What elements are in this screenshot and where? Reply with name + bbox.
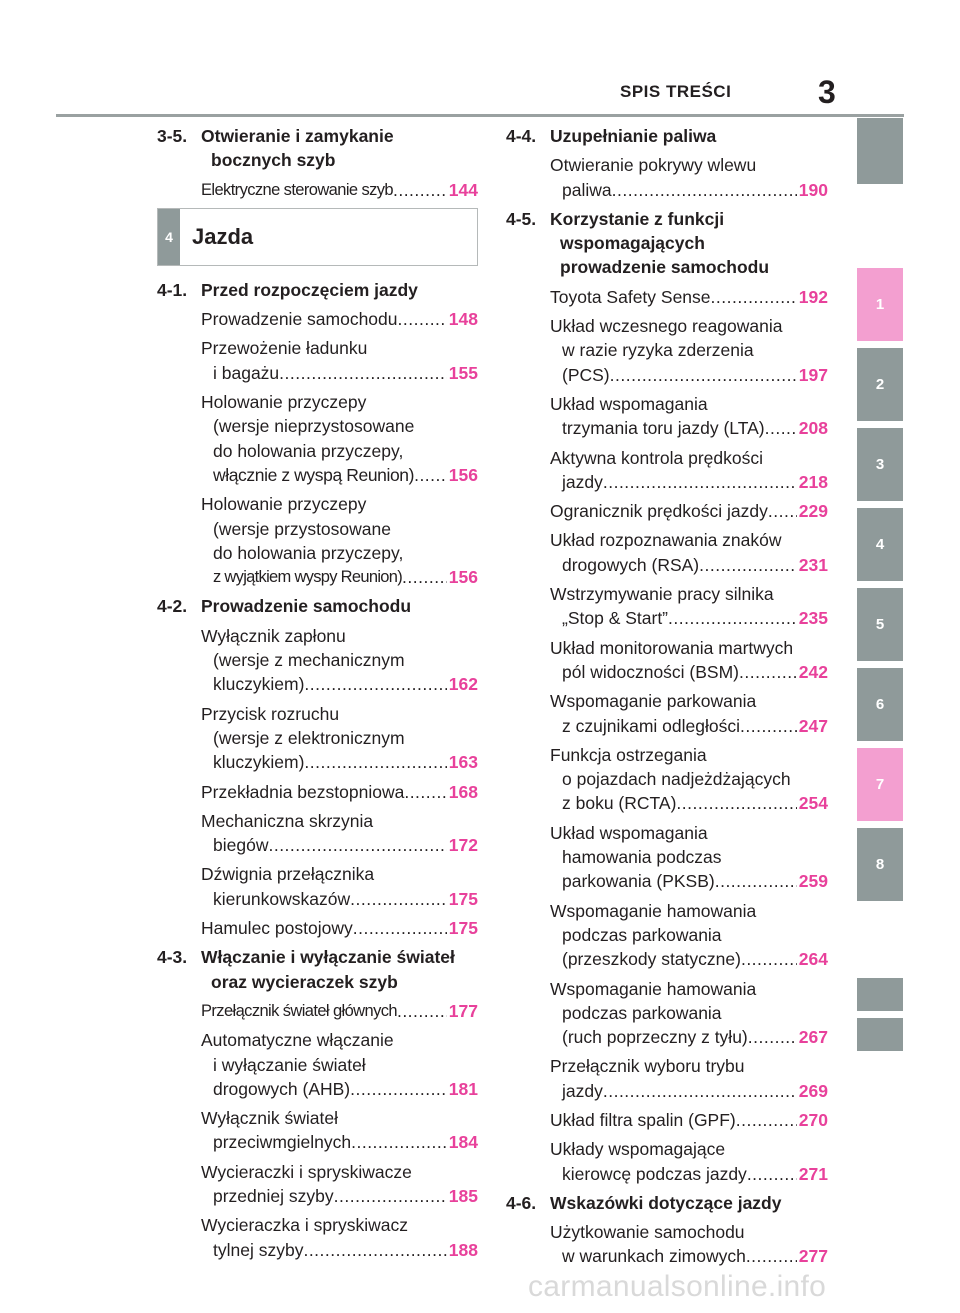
section-number: 3-5.	[157, 126, 188, 146]
side-tab-2[interactable]: 2	[857, 348, 903, 421]
side-tab-5[interactable]: 5	[857, 588, 903, 661]
section-4-6: 4-6. Wskazówki dotyczące jazdy	[506, 1192, 782, 1213]
page-number: 3	[818, 74, 836, 110]
section-4-4: 4-4. Uzupełnianie paliwa	[506, 126, 717, 146]
toc-entry[interactable]: Przełącznik wyboru trybu jazdy ..... 269	[550, 1054, 828, 1103]
toc-entry[interactable]: Układ rozpoznawania znaków drogowych (RSA) ..... 231	[550, 528, 828, 577]
page-ref[interactable]: 155	[448, 362, 478, 383]
toc-entry[interactable]: Toyota Safety Sense ..... 192	[550, 285, 828, 309]
page-ref[interactable]: 270	[798, 1109, 828, 1130]
toc-entry[interactable]: Układ wczesnego reagowania w razie ryzyka zderzenia (PCS) ..... 197	[550, 314, 828, 387]
section-4-2: 4-2. Prowadzenie samochodu	[157, 596, 412, 617]
page-ref[interactable]: 144	[448, 179, 478, 200]
chapter-number-tab: 4	[158, 209, 180, 265]
toc-entry[interactable]: Prowadzenie samochodu ..... 148	[201, 307, 478, 331]
section-4-5: 4-5. Korzystanie z funkcji wspomagających prowadzenie samochodu	[506, 208, 770, 278]
chapter-title: Jazda	[192, 223, 254, 249]
page-ref[interactable]: 148	[448, 309, 478, 330]
toc-entry[interactable]: Układy wspomagające kierowcę podczas jazdy ..... 271	[550, 1137, 828, 1186]
toc-entry[interactable]: Użytkowanie samochodu w warunkach zimowych ..... 277	[550, 1220, 828, 1269]
page-ref[interactable]: 235	[798, 608, 828, 629]
page-ref[interactable]: 271	[798, 1163, 828, 1184]
page-ref[interactable]: 175	[448, 888, 478, 909]
toc-entry[interactable]: Wyłącznik zapłonu (wersje z mechanicznym kluczykiem) ..... 162	[201, 624, 478, 697]
chapter-heading	[157, 208, 478, 266]
page-ref[interactable]: 172	[448, 835, 478, 856]
page-ref[interactable]: 168	[448, 781, 478, 802]
toc-entry[interactable]: Wycieraczka i spryskiwacz tylnej szyby ..... 188	[201, 1213, 478, 1262]
toc-entry[interactable]: Otwieranie pokrywy wlewu paliwa ..... 190	[550, 153, 828, 202]
toc-entry[interactable]: Holowanie przyczepy (wersje przystosowane do holowania przyczepy, z wyjątkiem wyspy Reunion) ..... 156	[201, 492, 478, 589]
section-4-1: 4-1. Przed rozpoczęciem jazdy	[157, 279, 418, 300]
page-ref[interactable]: 231	[798, 554, 828, 575]
page-ref[interactable]: 163	[448, 752, 478, 773]
page-ref[interactable]: 190	[798, 179, 828, 200]
side-tab-6[interactable]: 6	[857, 668, 903, 741]
page-ref[interactable]: 242	[798, 661, 828, 682]
toc-entry[interactable]: Układ wspomagania trzymania toru jazdy (LTA) ..... 208	[550, 392, 828, 441]
toc-entry[interactable]: Aktywna kontrola prędkości jazdy ..... 218	[550, 446, 828, 495]
toc-entry[interactable]: Dźwignia przełącznika kierunkowskazów ..... 175	[201, 862, 478, 911]
watermark: carmanualsonline.info	[528, 1270, 827, 1303]
toc-entry[interactable]: Wycieraczki i spryskiwacze przedniej szyby ..... 185	[201, 1160, 478, 1209]
page-ref[interactable]: 269	[798, 1080, 828, 1101]
toc-entry[interactable]: Holowanie przyczepy (wersje nieprzystosowane do holowania przyczepy, włącznie z wyspą Reunion) ..... 156	[201, 390, 478, 487]
toc-entry[interactable]: Wspomaganie parkowania z czujnikami odległości ..... 247	[550, 689, 828, 738]
page-ref[interactable]: 218	[798, 471, 828, 492]
toc-entry[interactable]: Przewożenie ładunku i bagażu ..... 155	[201, 336, 478, 385]
page-ref[interactable]: 188	[448, 1239, 478, 1260]
toc-entry[interactable]: Elektryczne sterowanie szyb ..... 144	[201, 178, 478, 202]
page-ref[interactable]: 247	[798, 715, 828, 736]
side-tab-index-b[interactable]	[857, 1018, 903, 1051]
page-ref[interactable]: 192	[798, 286, 828, 307]
page-ref[interactable]: 177	[448, 1000, 478, 1021]
page-header-title: SPIS TREŚCI	[620, 82, 732, 101]
page-ref[interactable]: 259	[798, 871, 828, 892]
page-ref[interactable]: 184	[448, 1132, 478, 1153]
page-ref[interactable]: 175	[448, 918, 478, 939]
side-tab-1[interactable]: 1	[857, 268, 903, 341]
toc-entry[interactable]: Układ filtra spalin (GPF) ..... 270	[550, 1108, 828, 1132]
toc-entry[interactable]: Funkcja ostrzegania o pojazdach nadjeżdżających z boku (RCTA) ..... 254	[550, 743, 828, 816]
side-tab-blank	[857, 118, 903, 184]
page-ref[interactable]: 156	[448, 567, 478, 588]
toc-entry[interactable]: Ogranicznik prędkości jazdy ..... 229	[550, 499, 828, 523]
toc-entry[interactable]: Wyłącznik świateł przeciwmgielnych ..... 184	[201, 1106, 478, 1155]
toc-right-column	[506, 124, 828, 1274]
toc-entry[interactable]: Wspomaganie hamowania podczas parkowania (przeszkody statyczne) ..... 264	[550, 899, 828, 972]
toc-entry[interactable]: Przekładnia bezstopniowa ..... 168	[201, 780, 478, 804]
page-ref[interactable]: 197	[798, 364, 828, 385]
toc-left-column	[157, 124, 478, 1267]
page-ref[interactable]: 254	[798, 793, 828, 814]
page-ref[interactable]: 267	[798, 1027, 828, 1048]
page-ref[interactable]: 229	[798, 501, 828, 522]
toc-entry[interactable]: Wstrzymywanie pracy silnika „Stop & Start” ..... 235	[550, 582, 828, 631]
section-4-3: 4-3. Włączanie i wyłączanie świateł oraz wycieraczek szyb	[157, 947, 455, 992]
toc-entry[interactable]: Mechaniczna skrzynia biegów ..... 172	[201, 809, 478, 858]
toc-entry[interactable]: Układ wspomagania hamowania podczas parkowania (PKSB) ..... 259	[550, 821, 828, 894]
page-ref[interactable]: 185	[448, 1185, 478, 1206]
section-title: Otwieranie i zamykanie bocznych szyb	[201, 126, 394, 171]
side-tab-3[interactable]: 3	[857, 428, 903, 501]
page-ref[interactable]: 156	[448, 464, 478, 485]
toc-entry[interactable]: Automatyczne włączanie i wyłączanie świateł drogowych (AHB) ..... 181	[201, 1028, 478, 1101]
page-ref[interactable]: 181	[448, 1078, 478, 1099]
page-ref[interactable]: 208	[798, 418, 828, 439]
page-ref[interactable]: 277	[798, 1246, 828, 1267]
side-tab-7[interactable]: 7	[857, 748, 903, 821]
side-tab-8[interactable]: 8	[857, 828, 903, 901]
toc-entry[interactable]: Przełącznik świateł głównych ..... 177	[201, 999, 478, 1023]
header-rule	[56, 114, 904, 117]
page-ref[interactable]: 162	[448, 674, 478, 695]
toc-entry[interactable]: Hamulec postojowy ..... 175	[201, 916, 478, 940]
page-ref[interactable]: 264	[798, 949, 828, 970]
toc-entry[interactable]: Przycisk rozruchu (wersje z elektronicznym kluczykiem) ..... 163	[201, 702, 478, 775]
side-tab-index-a[interactable]	[857, 978, 903, 1011]
section-3-5	[157, 124, 478, 173]
toc-entry[interactable]: Wspomaganie hamowania podczas parkowania (ruch poprzeczny z tyłu) ..... 267	[550, 977, 828, 1050]
side-tab-4[interactable]: 4	[857, 508, 903, 581]
toc-entry[interactable]: Układ monitorowania martwych pól widoczności (BSM) ..... 242	[550, 636, 828, 685]
